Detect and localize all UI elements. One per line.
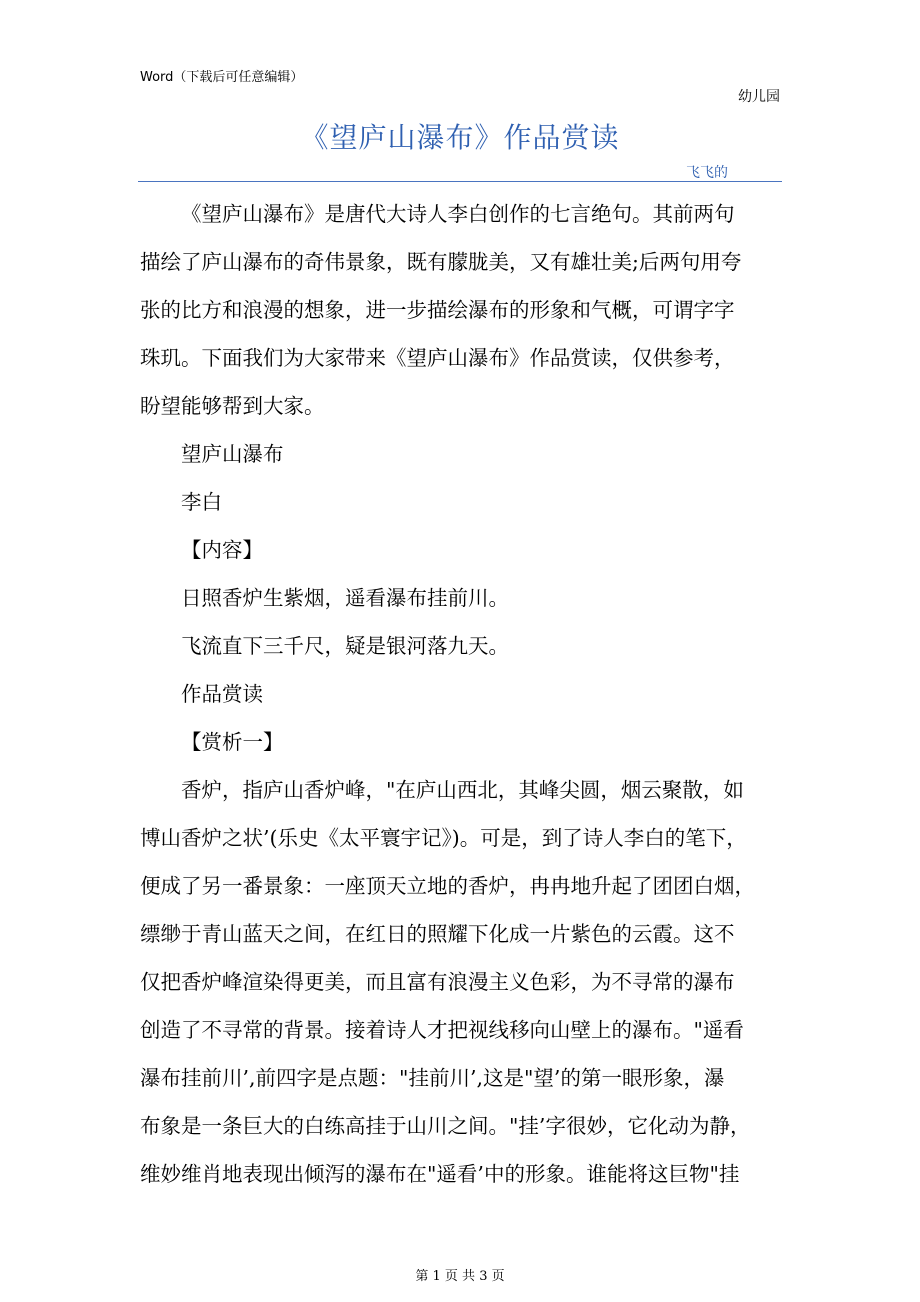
analysis-line: 香炉，指庐山香炉峰，"在庐山西北，其峰尖圆，烟云聚散，如 — [181, 778, 744, 802]
author-name: 飞飞的 — [686, 165, 728, 181]
analysis-heading: 【赏析一】 — [181, 730, 284, 754]
poem-line: 日照香炉生紫烟，遥看瀑布挂前川。 — [181, 586, 509, 610]
intro-line: 张的比方和浪漫的想象，进一步描绘瀑布的形象和气概，可谓字字 — [140, 298, 735, 322]
poem-line: 飞流直下三千尺，疑是银河落九天。 — [181, 634, 509, 658]
analysis-line: 缥缈于青山蓝天之间，在红日的照耀下化成一片紫色的云霞。这不 — [140, 922, 735, 946]
analysis-line: 创造了不寻常的背景。接着诗人才把视线移向山壁上的瀑布。"遥看 — [140, 1018, 744, 1042]
poet-name: 李白 — [181, 490, 222, 514]
intro-line: 盼望能够帮到大家。 — [140, 394, 325, 418]
header-category: 幼儿园 — [738, 89, 780, 105]
header-note: Word（下载后可任意编辑） — [140, 70, 304, 85]
poem-title: 望庐山瀑布 — [181, 442, 284, 466]
intro-line: 珠玑。下面我们为大家带来《望庐山瀑布》作品赏读，仅供参考， — [140, 346, 735, 370]
analysis-line: 维妙维肖地表现出倾泻的瀑布在"遥看’中的形象。谁能将这巨物"挂 — [140, 1162, 740, 1186]
intro-line: 《望庐山瀑布》是唐代大诗人李白创作的七言绝句。其前两句 — [181, 202, 735, 226]
appreciation-heading: 作品赏读 — [181, 682, 263, 706]
document-title: 《望庐山瀑布》作品赏读 — [300, 121, 620, 154]
intro-paragraph — [140, 190, 786, 430]
content-heading: 【内容】 — [181, 538, 263, 562]
title-divider — [138, 181, 782, 182]
intro-line: 描绘了庐山瀑布的奇伟景象，既有朦胧美，又有雄壮美;后两句用夸 — [140, 250, 742, 274]
analysis-line: 仅把香炉峰渲染得更美，而且富有浪漫主义色彩，为不寻常的瀑布 — [140, 970, 735, 994]
document-body — [140, 190, 786, 1198]
analysis-line: 博山香炉之状’(乐史《太平寰宇记》)。可是，到了诗人李白的笔下， — [140, 826, 747, 850]
analysis-line: 瀑布挂前川’,前四字是点题："挂前川’,这是"望’的第一眼形象，瀑 — [140, 1066, 725, 1090]
analysis-paragraph — [140, 766, 786, 1198]
page-footer: 第 1 页 共 3 页 — [415, 1269, 505, 1284]
analysis-line: 布象是一条巨大的白练高挂于山川之间。"挂’字很妙，它化动为静， — [140, 1114, 751, 1138]
analysis-line: 便成了另一番景象：一座顶天立地的香炉，冉冉地升起了团团白烟， — [140, 874, 755, 898]
